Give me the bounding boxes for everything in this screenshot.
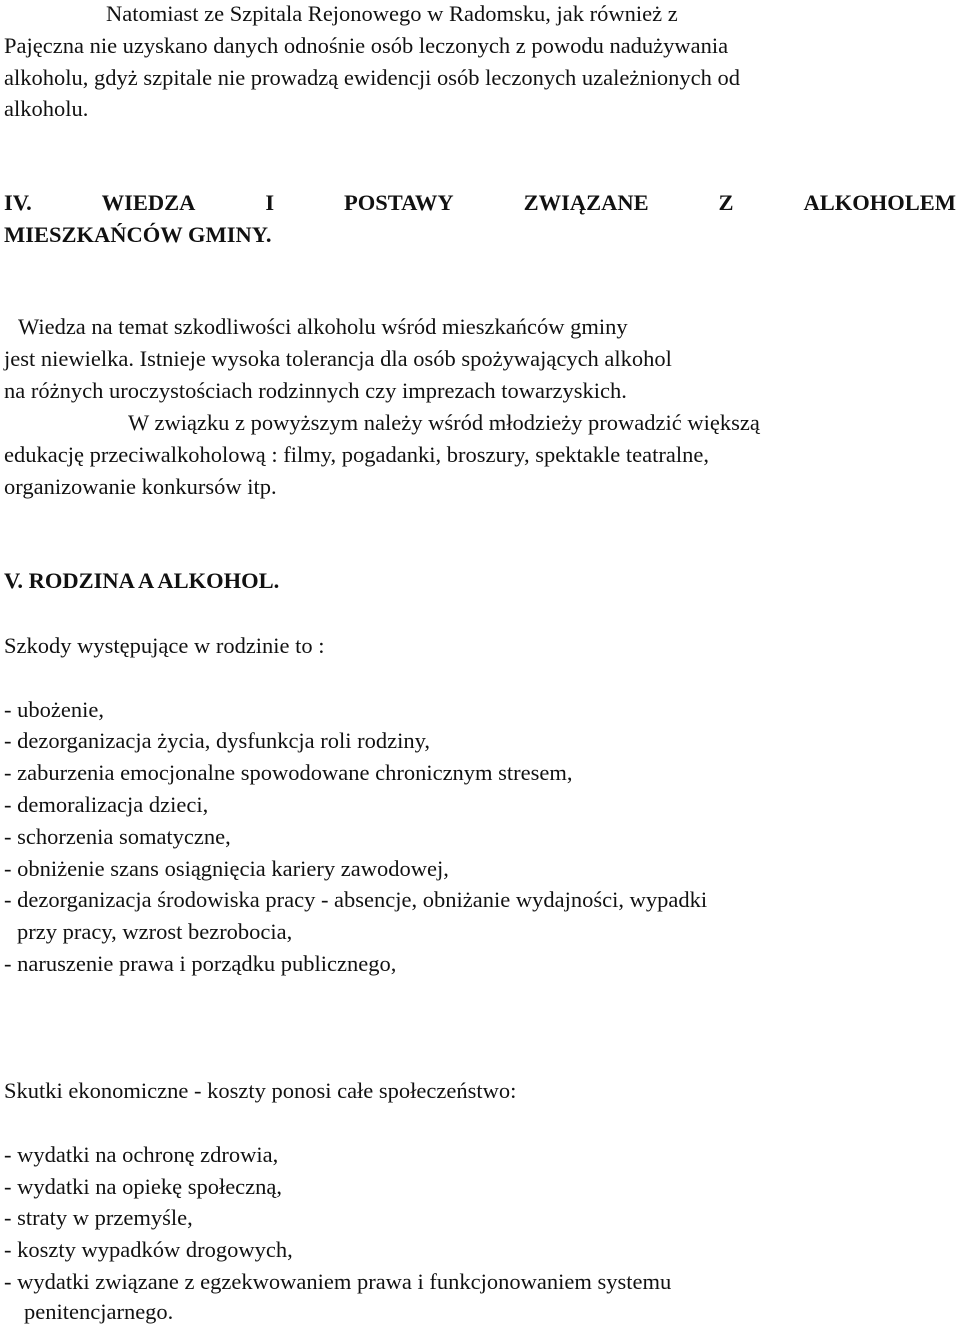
economic-item-continuation: penitencjarnego. — [24, 1299, 174, 1324]
paragraph-1-line-3: alkoholu, gdyż szpitale nie prowadzą ewidencji osób leczonych uzależnionych od — [4, 65, 740, 90]
section-5-heading: V. RODZINA A ALKOHOL. — [4, 568, 280, 593]
paragraph-1-line-4: alkoholu. — [4, 96, 89, 121]
economic-item: - wydatki na ochronę zdrowia, — [4, 1142, 279, 1167]
damages-item: - obniżenie szans osiągnięcia kariery zawodowej, — [4, 856, 449, 881]
paragraph-2-line-1: Wiedza na temat szkodliwości alkoholu wśród mieszkańców gminy — [18, 314, 628, 339]
damages-item-continuation: przy pracy, wzrost bezrobocia, — [17, 919, 293, 944]
heading-word: ALKOHOLEM — [803, 190, 956, 215]
heading-word: I — [265, 190, 275, 215]
damages-intro: Szkody występujące w rodzinie to : — [4, 633, 325, 658]
paragraph-1-line-1: Natomiast ze Szpitala Rejonowego w Radomsku, jak również z — [106, 1, 678, 26]
damages-item: - schorzenia somatyczne, — [4, 824, 231, 849]
damages-item: - ubożenie, — [4, 697, 104, 722]
paragraph-2-line-5: edukację przeciwalkoholową : filmy, pogadanki, broszury, spektakle teatralne, — [4, 442, 709, 467]
economic-item: - wydatki związane z egzekwowaniem prawa i funkcjonowaniem systemu — [4, 1269, 672, 1294]
damages-item: - naruszenie prawa i porządku publicznego, — [4, 951, 397, 976]
heading-word: Z — [718, 190, 734, 215]
paragraph-2-line-3: na różnych uroczystościach rodzinnych czy imprezach towarzyskich. — [4, 378, 627, 403]
damages-item: - dezorganizacja środowiska pracy - absencje, obniżanie wydajności, wypadki — [4, 887, 708, 912]
paragraph-1-line-2: Pajęczna nie uzyskano danych odnośnie osób leczonych z powodu nadużywania — [4, 33, 729, 58]
economic-intro: Skutki ekonomiczne - koszty ponosi całe społeczeństwo: — [4, 1078, 517, 1103]
heading-word: IV. — [4, 190, 32, 215]
heading-word: POSTAWY — [344, 190, 454, 215]
damages-item: - demoralizacja dzieci, — [4, 792, 209, 817]
section-4-heading-line-1 — [4, 189, 956, 217]
damages-item: - dezorganizacja życia, dysfunkcja roli rodziny, — [4, 728, 431, 753]
paragraph-2-line-4: W związku z powyższym należy wśród młodzieży prowadzić większą — [128, 410, 760, 435]
economic-item: - wydatki na opiekę społeczną, — [4, 1174, 283, 1199]
section-4-heading-line-2: MIESZKAŃCÓW GMINY. — [4, 222, 272, 247]
economic-item: - koszty wypadków drogowych, — [4, 1237, 293, 1262]
heading-word: ZWIĄZANE — [523, 190, 649, 215]
economic-item: - straty w przemyśle, — [4, 1205, 193, 1230]
damages-item: - zaburzenia emocjonalne spowodowane chronicznym stresem, — [4, 760, 573, 785]
paragraph-2-line-2: jest niewielka. Istnieje wysoka tolerancja dla osób spożywających alkohol — [4, 346, 672, 371]
heading-word: WIEDZA — [101, 190, 196, 215]
paragraph-2-line-6: organizowanie konkursów itp. — [4, 474, 277, 499]
